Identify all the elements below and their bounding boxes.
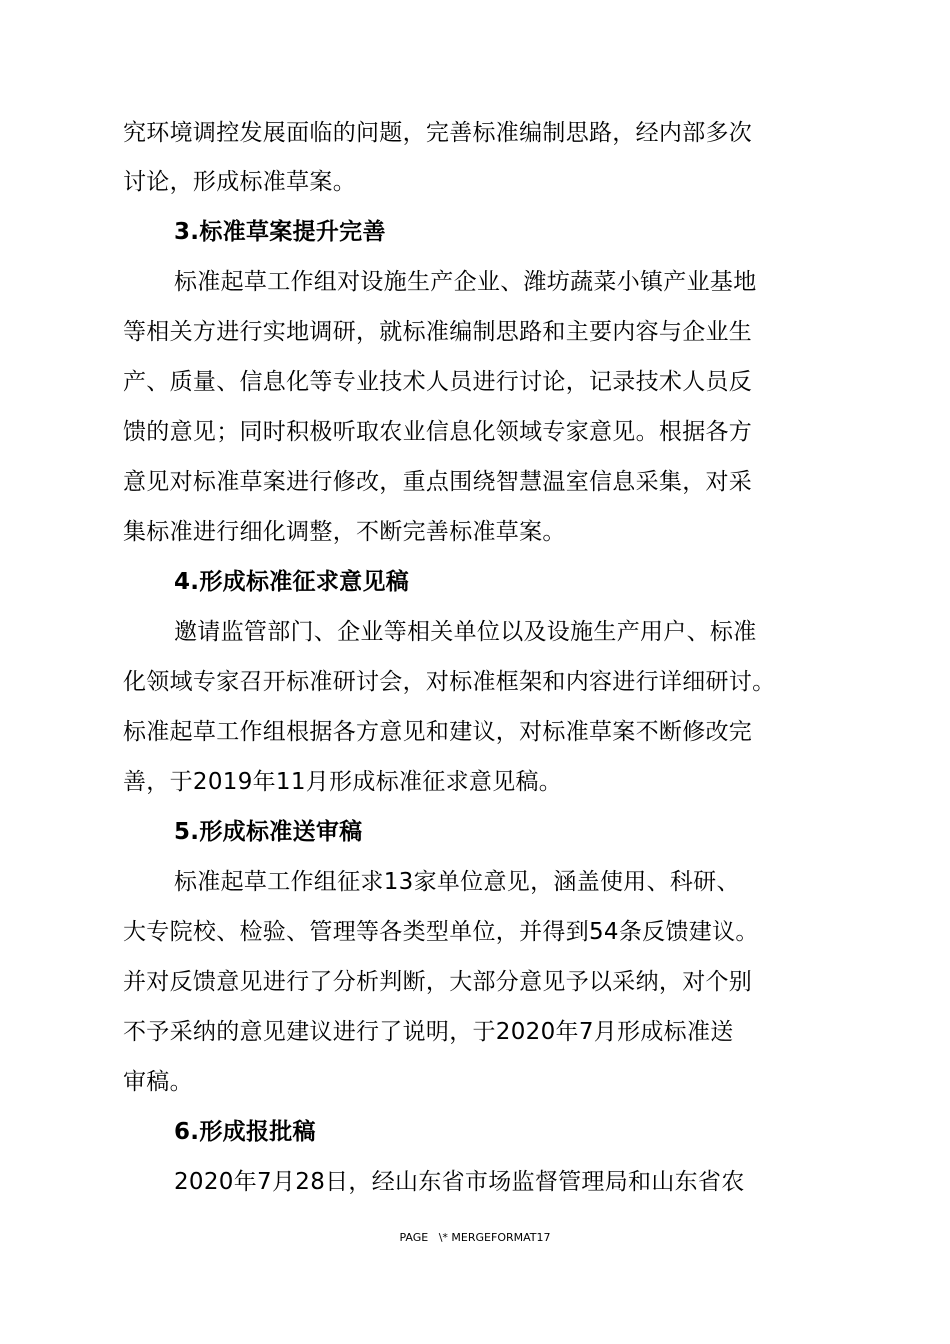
body-text-line: 不予采纳的意见建议进行了说明，于2020年7月形成标准送: [123, 1019, 734, 1045]
section-heading: 6.形成报批稿: [174, 1119, 316, 1145]
body-text-line: 讨论，形成标准草案。: [123, 169, 356, 195]
body-text-line: 2020年7月28日，经山东省市场监督管理局和山东省农: [174, 1169, 745, 1195]
body-text-line: 善，于2019年11月形成标准征求意见稿。: [123, 769, 563, 795]
body-text-line: 等相关方进行实地调研，就标准编制思路和主要内容与企业生: [123, 319, 753, 345]
body-text-line: 审稿。: [123, 1069, 193, 1095]
body-text-line: 产、质量、信息化等专业技术人员进行讨论，记录技术人员反: [123, 369, 753, 395]
body-text-line: 并对反馈意见进行了分析判断，大部分意见予以采纳，对个别: [123, 969, 753, 995]
body-text-line: 邀请监管部门、企业等相关单位以及设施生产用户、标准: [174, 619, 757, 645]
section-heading: 5.形成标准送审稿: [174, 819, 363, 845]
body-text-line: 意见对标准草案进行修改，重点围绕智慧温室信息采集，对采: [123, 469, 753, 495]
body-text-line: 化领域专家召开标准研讨会，对标准框架和内容进行详细研讨。: [123, 669, 776, 695]
section-heading: 3.标准草案提升完善: [174, 219, 386, 245]
body-text-line: 大专院校、检验、管理等各类型单位，并得到54条反馈建议。: [123, 919, 759, 945]
section-heading: 4.形成标准征求意见稿: [174, 569, 410, 595]
body-text-line: 馈的意见；同时积极听取农业信息化领域专家意见。根据各方: [123, 419, 753, 445]
body-text-line: 标准起草工作组根据各方意见和建议，对标准草案不断修改完: [123, 719, 753, 745]
body-text-line: 标准起草工作组对设施生产企业、潍坊蔬菜小镇产业基地: [174, 269, 757, 295]
page-footer: PAGE \* MERGEFORMAT17: [399, 1231, 551, 1244]
body-text-line: 标准起草工作组征求13家单位意见，涵盖使用、科研、: [174, 869, 740, 895]
body-text-line: 究环境调控发展面临的问题，完善标准编制思路，经内部多次: [123, 120, 753, 146]
body-text-line: 集标准进行细化调整，不断完善标准草案。: [123, 519, 566, 545]
